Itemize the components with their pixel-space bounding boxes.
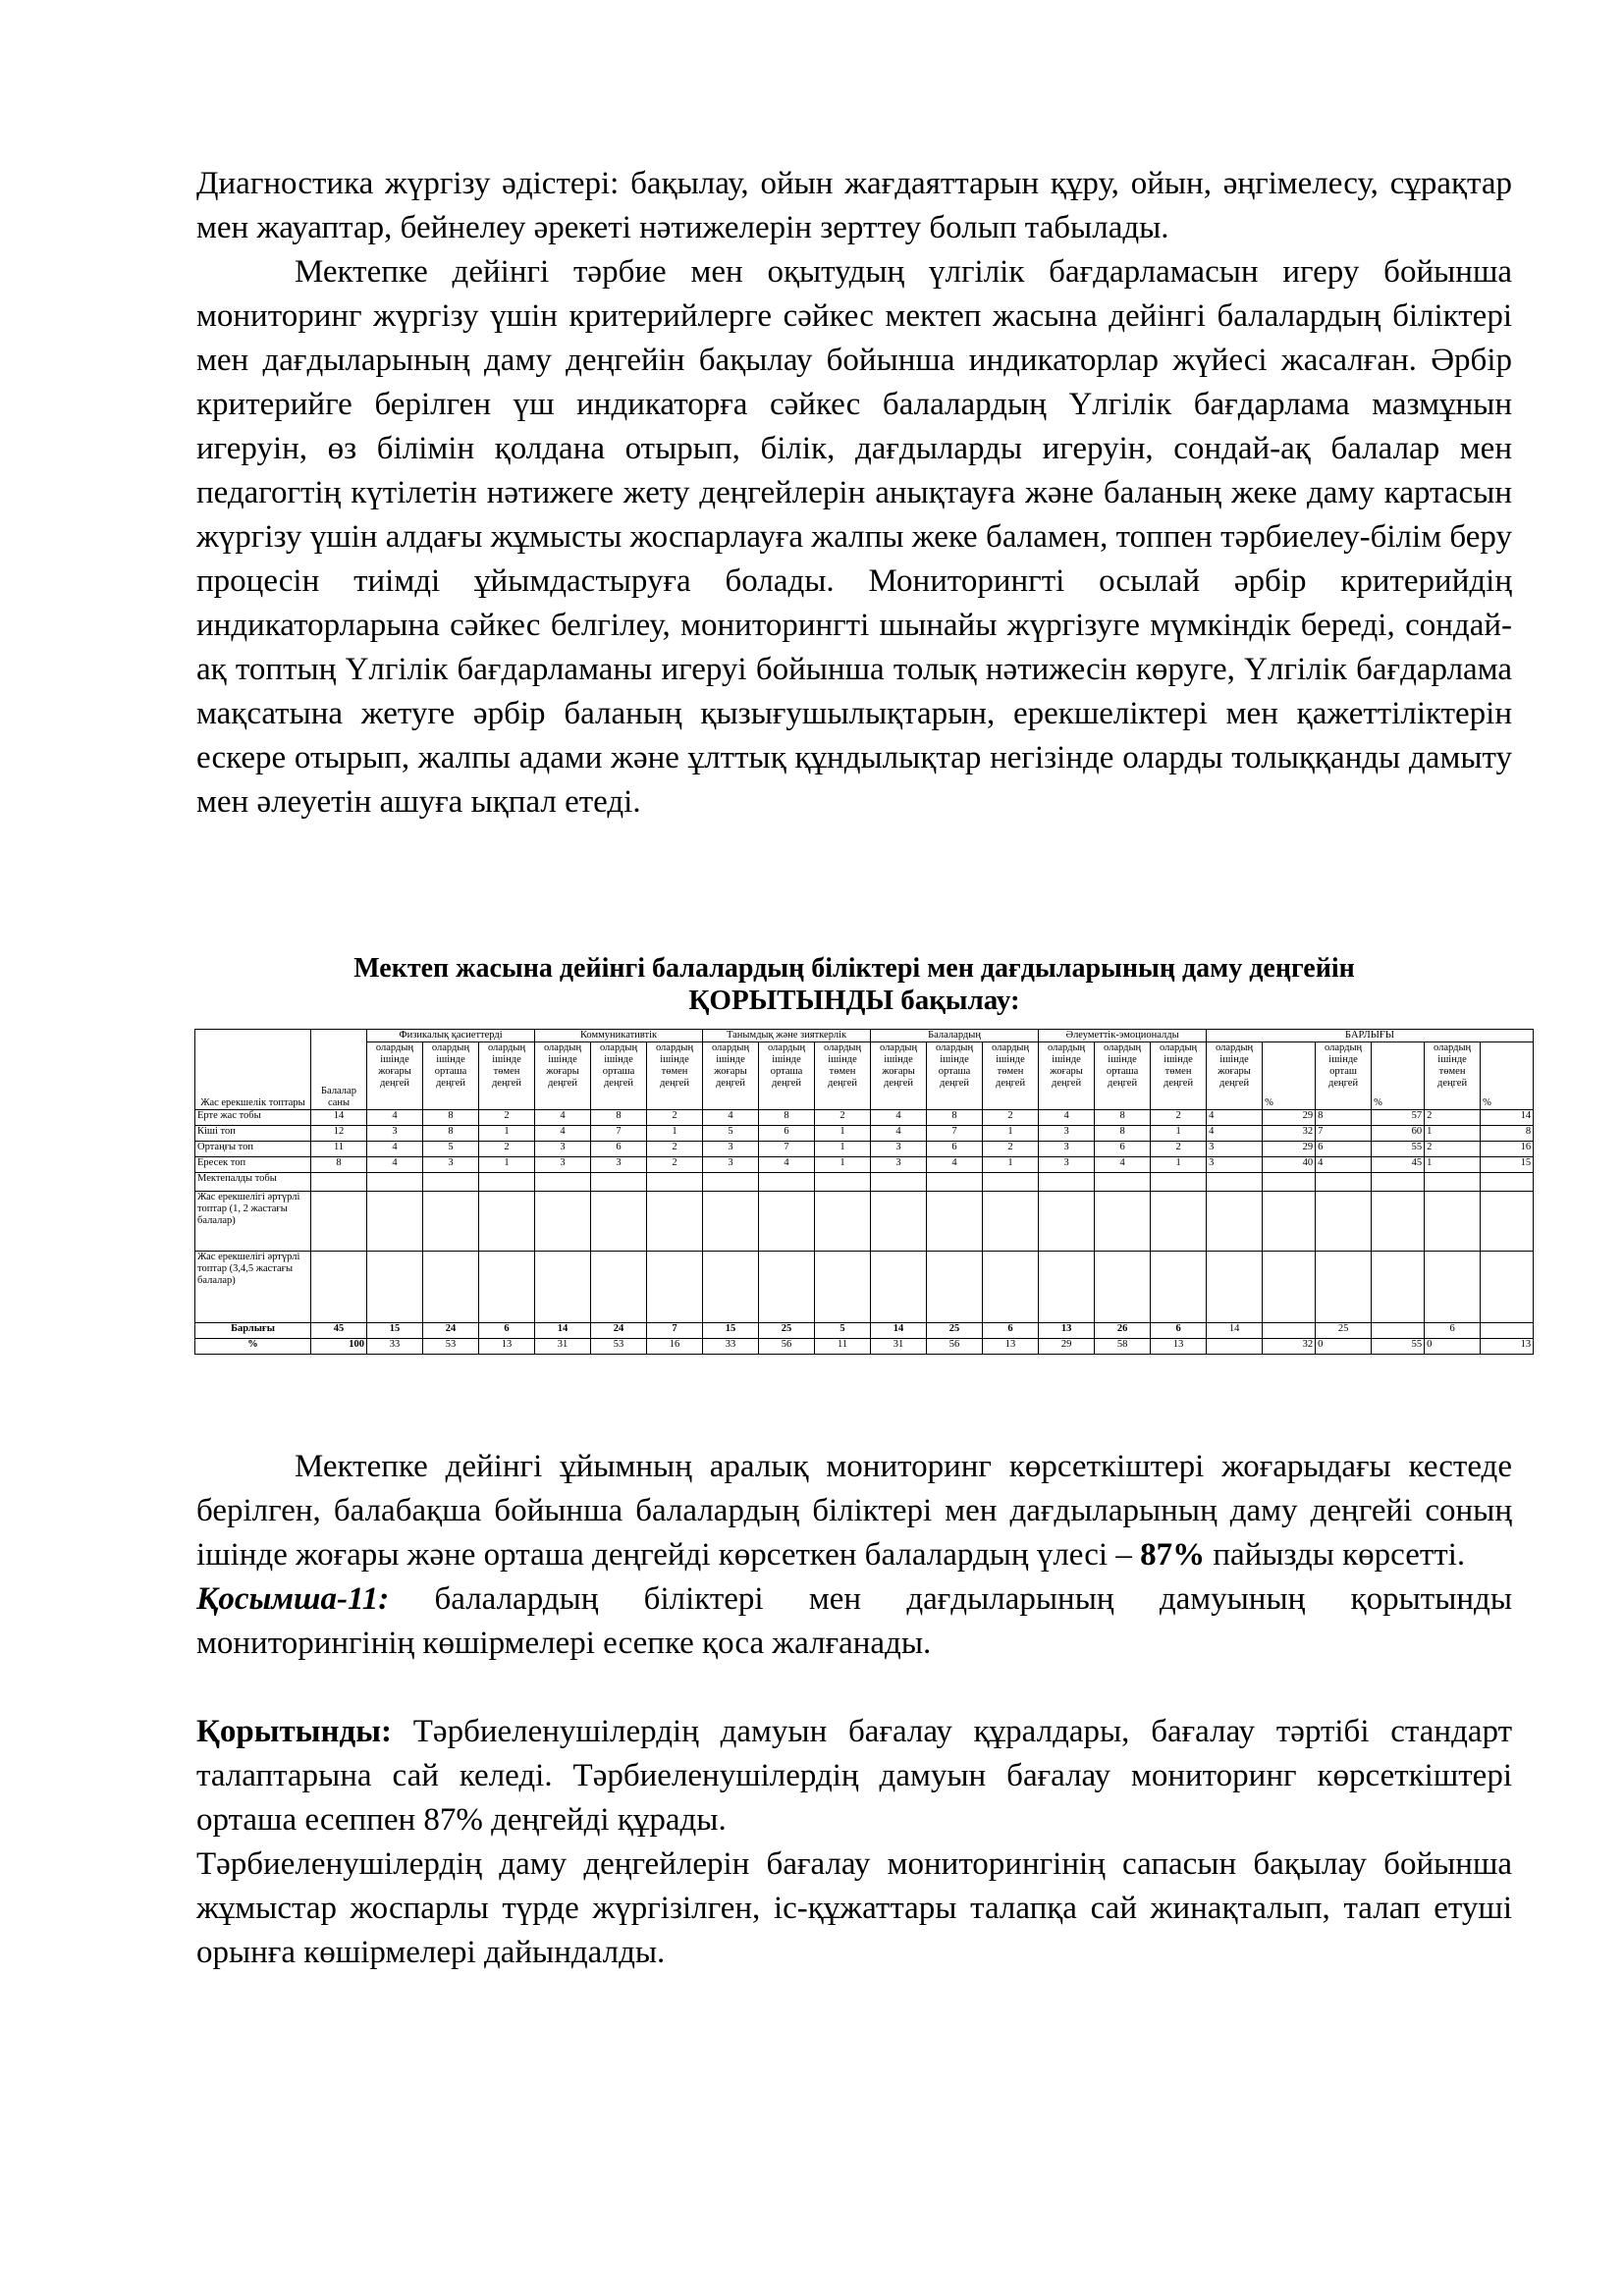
total-row: [195, 1323, 1534, 1339]
group-name-cell: Ересек топ: [195, 1157, 311, 1173]
level-header-cell: олардың ішінде орташа деңгей: [927, 1042, 983, 1110]
value-cell: 4: [367, 1157, 423, 1173]
value-cell: 4: [759, 1157, 815, 1173]
level-header-cell: олардың ішінде төмен деңгей: [479, 1042, 535, 1110]
total-percent-cell: 16: [1481, 1142, 1534, 1157]
value-cell: 29: [1039, 1339, 1095, 1355]
value-cell: [815, 1173, 871, 1192]
conclusion-paragraph: [196, 1710, 1512, 1842]
value-cell: 6: [1151, 1323, 1207, 1339]
value-cell: 3: [871, 1142, 927, 1157]
value-cell: [423, 1173, 479, 1192]
total-percent-cell: 13: [1481, 1339, 1534, 1355]
value-cell: 8: [759, 1110, 815, 1126]
table-title-line2: ҚОРЫТЫНДЫ бақылау:: [688, 985, 1020, 1016]
value-cell: 31: [871, 1339, 927, 1355]
value-cell: [367, 1192, 423, 1252]
group-name-cell: Ерте жас тобы: [195, 1110, 311, 1126]
appendix-label: Қосымша-11:: [196, 1581, 390, 1617]
value-cell: [1095, 1252, 1151, 1323]
value-cell: 11: [815, 1339, 871, 1355]
value-cell: 2: [1151, 1142, 1207, 1157]
total-percent-cell: 40: [1263, 1157, 1316, 1173]
value-cell: [1039, 1252, 1095, 1323]
total-percent-cell: 60: [1372, 1126, 1425, 1142]
total-percent-cell: [1481, 1323, 1534, 1339]
count-cell: 45: [311, 1323, 367, 1339]
level-header-cell: олардың ішінде төмен деңгей: [815, 1042, 871, 1110]
value-cell: [591, 1173, 647, 1192]
total-percent-cell: [1372, 1252, 1425, 1323]
value-cell: 1: [479, 1126, 535, 1142]
value-cell: [591, 1192, 647, 1252]
value-cell: [647, 1173, 703, 1192]
level-header-cell: олардың ішінде төмен деңгей: [647, 1042, 703, 1110]
group-name-cell: Жас ерекшелігі әртүрлі топтар (3,4,5 жастағы балалар): [195, 1252, 311, 1323]
level-header-cell: олардың ішінде жоғары деңгей: [535, 1042, 591, 1110]
value-cell: 3: [703, 1157, 759, 1173]
value-cell: 53: [591, 1339, 647, 1355]
total-percent-cell: 14: [1481, 1110, 1534, 1126]
value-cell: 14: [535, 1323, 591, 1339]
level-header-cell: олардың ішінде төмен деңгей: [1151, 1042, 1207, 1110]
value-cell: 6: [1095, 1142, 1151, 1157]
value-cell: [759, 1173, 815, 1192]
value-cell: 3: [1039, 1142, 1095, 1157]
total-header-cell: олардың ішінде жоғары деңгей: [1207, 1042, 1263, 1110]
value-cell: 25: [759, 1323, 815, 1339]
table-title-line1: Мектеп жасына дейінгі балалардың біліктері мен дағдыларының даму деңгейін: [353, 953, 1355, 984]
value-cell: 8: [1095, 1126, 1151, 1142]
value-cell: 2: [647, 1142, 703, 1157]
value-cell: [871, 1173, 927, 1192]
value-cell: [927, 1252, 983, 1323]
value-cell: 4: [1095, 1157, 1151, 1173]
count-cell: 100: [311, 1339, 367, 1355]
group-header-cell: Жас ерекшелік топтары: [195, 1030, 311, 1110]
value-cell: 7: [647, 1323, 703, 1339]
value-cell: 31: [535, 1339, 591, 1355]
value-cell: 1: [815, 1157, 871, 1173]
total-value-cell: 0: [1425, 1339, 1481, 1355]
total-value-cell: [1316, 1192, 1372, 1252]
value-cell: [815, 1252, 871, 1323]
level-header-cell: олардың ішінде орташа деңгей: [423, 1042, 479, 1110]
level-header-cell: олардың ішінде төмен деңгей: [983, 1042, 1039, 1110]
results-table-body: [195, 1030, 1534, 1355]
value-cell: 1: [1151, 1126, 1207, 1142]
results-table: [194, 1029, 1534, 1355]
category-header-cell: Әлеуметтік-эмоционалды: [1039, 1030, 1207, 1042]
value-cell: [423, 1192, 479, 1252]
value-cell: [871, 1252, 927, 1323]
value-cell: 4: [367, 1142, 423, 1157]
total-percent-cell: [1263, 1173, 1316, 1192]
appendix-paragraph: [196, 1577, 1512, 1666]
value-cell: 6: [927, 1142, 983, 1157]
group-name-cell: %: [195, 1339, 311, 1355]
value-cell: [1095, 1173, 1151, 1192]
total-value-cell: [1425, 1252, 1481, 1323]
value-cell: [647, 1252, 703, 1323]
value-cell: [1039, 1173, 1095, 1192]
table-header-row: [195, 1030, 1534, 1042]
value-cell: [983, 1252, 1039, 1323]
total-value-cell: 2: [1425, 1142, 1481, 1157]
value-cell: 2: [983, 1142, 1039, 1157]
value-cell: 58: [1095, 1339, 1151, 1355]
category-header-cell: Танымдық және зияткерлік: [703, 1030, 871, 1042]
value-cell: [927, 1173, 983, 1192]
total-percent-cell: [1481, 1252, 1534, 1323]
monitoring-paragraph: [196, 1445, 1512, 1577]
count-cell: 11: [311, 1142, 367, 1157]
value-cell: 4: [535, 1126, 591, 1142]
value-cell: 5: [423, 1142, 479, 1157]
total-value-cell: [1425, 1173, 1481, 1192]
value-cell: [479, 1252, 535, 1323]
value-cell: 3: [871, 1157, 927, 1173]
level-header-cell: олардың ішінде орташа деңгей: [591, 1042, 647, 1110]
value-cell: 24: [423, 1323, 479, 1339]
value-cell: 13: [1039, 1323, 1095, 1339]
value-cell: 4: [535, 1110, 591, 1126]
value-cell: 3: [703, 1142, 759, 1157]
total-percent-cell: 29: [1263, 1142, 1316, 1157]
table-row: [195, 1252, 1534, 1323]
level-header-cell: олардың ішінде жоғары деңгей: [703, 1042, 759, 1110]
value-cell: 2: [815, 1110, 871, 1126]
total-value-cell: 0: [1316, 1339, 1372, 1355]
final-paragraph: Тәрбиеленушілердің даму деңгейлерін бағалау мониторингінің сапасын бақылау бойынша жұмыстар жоспарлы түрде жүргізілген, іс-құжаттары талапқа сай жинақталып, талап етуші орынға көшірмелері дайындалды.: [196, 1846, 1512, 1970]
value-cell: [1151, 1192, 1207, 1252]
monitoring-text-end: пайызды көрсетті.: [1205, 1537, 1466, 1573]
value-cell: 15: [703, 1323, 759, 1339]
value-cell: [1095, 1192, 1151, 1252]
count-cell: [311, 1252, 367, 1323]
total-value-cell: 4: [1207, 1110, 1263, 1126]
value-cell: 7: [927, 1126, 983, 1142]
total-percent-cell: 45: [1372, 1157, 1425, 1173]
table-row: [195, 1173, 1534, 1192]
value-cell: [703, 1192, 759, 1252]
total-value-cell: 4: [1316, 1157, 1372, 1173]
table-row: [195, 1142, 1534, 1157]
value-cell: 3: [1039, 1157, 1095, 1173]
value-cell: [871, 1192, 927, 1252]
percent-row: [195, 1339, 1534, 1355]
category-header-cell: БАРЛЫҒЫ: [1207, 1030, 1534, 1042]
total-value-cell: 3: [1207, 1142, 1263, 1157]
intro-paragraph: Диагностика жүргізу әдістері: бақылау, ойын жағдаяттарын құру, ойын, әңгімелесу, сұрақтар мен жауаптар, бейнелеу әрекеті нәтижелерін зерттеу болып табылады.: [196, 166, 1512, 245]
value-cell: 14: [871, 1323, 927, 1339]
total-percent-cell: 55: [1372, 1339, 1425, 1355]
total-value-cell: [1316, 1252, 1372, 1323]
value-cell: [647, 1192, 703, 1252]
count-cell: [311, 1192, 367, 1252]
value-cell: 1: [479, 1157, 535, 1173]
value-cell: 1: [983, 1126, 1039, 1142]
value-cell: 6: [983, 1323, 1039, 1339]
total-percent-cell: 15: [1481, 1157, 1534, 1173]
value-cell: 7: [591, 1126, 647, 1142]
count-cell: [311, 1173, 367, 1192]
value-cell: 1: [983, 1157, 1039, 1173]
value-cell: [927, 1192, 983, 1252]
value-cell: 1: [647, 1126, 703, 1142]
value-cell: 33: [703, 1339, 759, 1355]
total-percent-cell: [1481, 1173, 1534, 1192]
value-cell: 4: [1039, 1110, 1095, 1126]
value-cell: [759, 1192, 815, 1252]
group-name-cell: Ортаңғы топ: [195, 1142, 311, 1157]
value-cell: [1151, 1252, 1207, 1323]
total-percent-cell: [1372, 1173, 1425, 1192]
table-row: [195, 1192, 1534, 1252]
value-cell: 1: [815, 1126, 871, 1142]
value-cell: [983, 1192, 1039, 1252]
total-header-cell: %: [1263, 1042, 1316, 1110]
total-percent-cell: [1263, 1323, 1316, 1339]
value-cell: 15: [367, 1323, 423, 1339]
count-header-cell: Балалар саны: [311, 1030, 367, 1110]
total-value-cell: [1425, 1192, 1481, 1252]
total-percent-cell: [1481, 1192, 1534, 1252]
value-cell: 3: [591, 1157, 647, 1173]
total-percent-cell: 57: [1372, 1110, 1425, 1126]
value-cell: [1039, 1192, 1095, 1252]
value-cell: 25: [927, 1323, 983, 1339]
value-cell: [479, 1173, 535, 1192]
value-cell: 2: [647, 1157, 703, 1173]
value-cell: [759, 1252, 815, 1323]
conclusion-label: Қорытынды:: [196, 1714, 392, 1749]
value-cell: 13: [479, 1339, 535, 1355]
total-value-cell: 6: [1425, 1323, 1481, 1339]
value-cell: 8: [927, 1110, 983, 1126]
value-cell: 6: [591, 1142, 647, 1157]
total-percent-cell: 55: [1372, 1142, 1425, 1157]
total-value-cell: 1: [1425, 1157, 1481, 1173]
value-cell: 1: [815, 1142, 871, 1157]
total-value-cell: [1207, 1192, 1263, 1252]
total-percent-cell: [1263, 1192, 1316, 1252]
table-row: [195, 1110, 1534, 1126]
value-cell: 2: [479, 1142, 535, 1157]
total-header-cell: олардың ішінде орташ деңгей: [1316, 1042, 1372, 1110]
total-percent-cell: [1372, 1323, 1425, 1339]
value-cell: 53: [423, 1339, 479, 1355]
value-cell: 26: [1095, 1323, 1151, 1339]
total-percent-cell: 32: [1263, 1126, 1316, 1142]
total-header-cell: %: [1372, 1042, 1425, 1110]
monitoring-text: Мектепке дейінгі ұйымның аралық мониторинг көрсеткіштері жоғарыдағы кестеде берілген, балабақша бойынша балалардың біліктері мен дағдыларының даму деңгейі соның ішінде жоғары және орташа деңгейді көрсеткен балалардың үлесі –: [196, 1449, 1512, 1573]
value-cell: [703, 1252, 759, 1323]
main-paragraph: Мектепке дейінгі тәрбие мен оқытудың үлгілік бағдарламасын игеру бойынша мониторинг жүргізу үшін критерийлерге сәйкес мектеп жасына дейінгі балалардың біліктері мен дағдыларының даму деңгейін бақылау бойынша индикаторлар жүйесі жасалған. Әрбір критерийге берілген үш индикаторға сәйкес балалардың Үлгілік бағдарлама мазмұнын игеруін, өз білімін қолдана отырып, білік, дағдыларды игеруін, сондай-ақ балалар мен педагогтің күтілетін нәтижеге жету деңгейлерін анықтауға және баланың жеке даму картасын жүргізу үшін алдағы жұмысты жоспарлауға жалпы жеке баламен, топпен тәрбиелеу-білім беру процесін тиімді ұйымдастыруға болады. Мониторингті осылай әрбір критерийдің индикаторларына сәйкес белгілеу, мониторингті шынайы жүргізуге мүмкіндік береді, сондай-ақ топтың Үлгілік бағдарламаны игеруі бойынша толық нәтижесін көруге, Үлгілік бағдарлама мақсатына жетуге әрбір баланың қызығушылықтарын, ерекшеліктері мен қажеттіліктерін ескере отырып, жалпы адами және ұлттық құндылықтар негізінде оларды толыққанды дамыту мен әлеуетін ашуға ықпал етеді.: [196, 254, 1512, 820]
group-name-cell: Жас ерекшелігі әртүрлі топтар (1, 2 жастағы балалар): [195, 1192, 311, 1252]
value-cell: 4: [871, 1126, 927, 1142]
total-percent-cell: 8: [1481, 1126, 1534, 1142]
value-cell: [703, 1173, 759, 1192]
total-percent-cell: 29: [1263, 1110, 1316, 1126]
value-cell: 4: [871, 1110, 927, 1126]
upper-text: [196, 162, 1512, 825]
count-cell: 14: [311, 1110, 367, 1126]
value-cell: 7: [759, 1142, 815, 1157]
total-value-cell: [1207, 1173, 1263, 1192]
value-cell: 56: [927, 1339, 983, 1355]
level-header-cell: олардың ішінде орташа деңгей: [759, 1042, 815, 1110]
total-value-cell: 7: [1316, 1126, 1372, 1142]
category-header-cell: Коммуникативтік: [535, 1030, 703, 1042]
total-value-cell: 14: [1207, 1323, 1263, 1339]
value-cell: [535, 1252, 591, 1323]
total-value-cell: 3: [1207, 1157, 1263, 1173]
value-cell: [535, 1192, 591, 1252]
value-cell: 4: [927, 1157, 983, 1173]
value-cell: [1151, 1173, 1207, 1192]
value-cell: [591, 1252, 647, 1323]
value-cell: 2: [647, 1110, 703, 1126]
total-percent-cell: [1372, 1192, 1425, 1252]
group-name-cell: Мектепалды тобы: [195, 1173, 311, 1192]
value-cell: 1: [1151, 1157, 1207, 1173]
total-value-cell: [1207, 1339, 1263, 1355]
category-header-cell: Балалардың: [871, 1030, 1039, 1042]
level-header-cell: олардың ішінде жоғары деңгей: [367, 1042, 423, 1110]
value-cell: 6: [759, 1126, 815, 1142]
value-cell: [815, 1192, 871, 1252]
value-cell: 3: [535, 1142, 591, 1157]
value-cell: 8: [1095, 1110, 1151, 1126]
total-value-cell: 1: [1425, 1126, 1481, 1142]
total-value-cell: 6: [1316, 1142, 1372, 1157]
lower-text: [196, 1445, 1512, 1975]
count-cell: 12: [311, 1126, 367, 1142]
table-row: [195, 1157, 1534, 1173]
total-value-cell: [1316, 1173, 1372, 1192]
value-cell: [367, 1173, 423, 1192]
value-cell: [479, 1192, 535, 1252]
value-cell: 8: [423, 1126, 479, 1142]
value-cell: 13: [1151, 1339, 1207, 1355]
table-title: [196, 952, 1512, 1017]
conclusion-text: Тәрбиеленушілердің дамуын бағалау құралдары, бағалау тәртібі стандарт талаптарына сай келеді. Тәрбиеленушілердің дамуын бағалау мониторинг көрсеткіштері орташа есеппен 87% деңгейді құрады.: [196, 1714, 1512, 1838]
category-header-cell: Физикалық қасиеттерді: [367, 1030, 535, 1042]
monitoring-percent: 87%: [1140, 1537, 1206, 1573]
value-cell: 56: [759, 1339, 815, 1355]
value-cell: 6: [479, 1323, 535, 1339]
value-cell: 5: [815, 1323, 871, 1339]
total-value-cell: 2: [1425, 1110, 1481, 1126]
value-cell: [983, 1173, 1039, 1192]
appendix-text: балалардың біліктері мен дағдыларының дамуының қорытынды мониторингінің көшірмелері есепке қоса жалғанады.: [196, 1581, 1512, 1661]
value-cell: 8: [591, 1110, 647, 1126]
table-subheader-row: [195, 1042, 1534, 1110]
value-cell: 16: [647, 1339, 703, 1355]
value-cell: 3: [535, 1157, 591, 1173]
value-cell: 3: [423, 1157, 479, 1173]
total-header-cell: %: [1481, 1042, 1534, 1110]
group-name-cell: Кіші топ: [195, 1126, 311, 1142]
value-cell: [367, 1252, 423, 1323]
value-cell: 4: [367, 1110, 423, 1126]
value-cell: 3: [367, 1126, 423, 1142]
total-value-cell: [1207, 1252, 1263, 1323]
group-name-cell: Барлығы: [195, 1323, 311, 1339]
total-header-cell: олардың ішінде төмен деңгей: [1425, 1042, 1481, 1110]
value-cell: 8: [423, 1110, 479, 1126]
value-cell: 2: [983, 1110, 1039, 1126]
total-percent-cell: 32: [1263, 1339, 1316, 1355]
value-cell: 2: [1151, 1110, 1207, 1126]
level-header-cell: олардың ішінде жоғары деңгей: [871, 1042, 927, 1110]
value-cell: [535, 1173, 591, 1192]
value-cell: 5: [703, 1126, 759, 1142]
total-value-cell: 25: [1316, 1323, 1372, 1339]
total-value-cell: 8: [1316, 1110, 1372, 1126]
value-cell: 3: [1039, 1126, 1095, 1142]
value-cell: 24: [591, 1323, 647, 1339]
total-value-cell: 4: [1207, 1126, 1263, 1142]
value-cell: 2: [479, 1110, 535, 1126]
value-cell: 4: [703, 1110, 759, 1126]
value-cell: [423, 1252, 479, 1323]
total-percent-cell: [1263, 1252, 1316, 1323]
level-header-cell: олардың ішінде жоғары деңгей: [1039, 1042, 1095, 1110]
value-cell: 13: [983, 1339, 1039, 1355]
table-row: [195, 1126, 1534, 1142]
value-cell: 33: [367, 1339, 423, 1355]
level-header-cell: олардың ішінде орташа деңгей: [1095, 1042, 1151, 1110]
count-cell: 8: [311, 1157, 367, 1173]
